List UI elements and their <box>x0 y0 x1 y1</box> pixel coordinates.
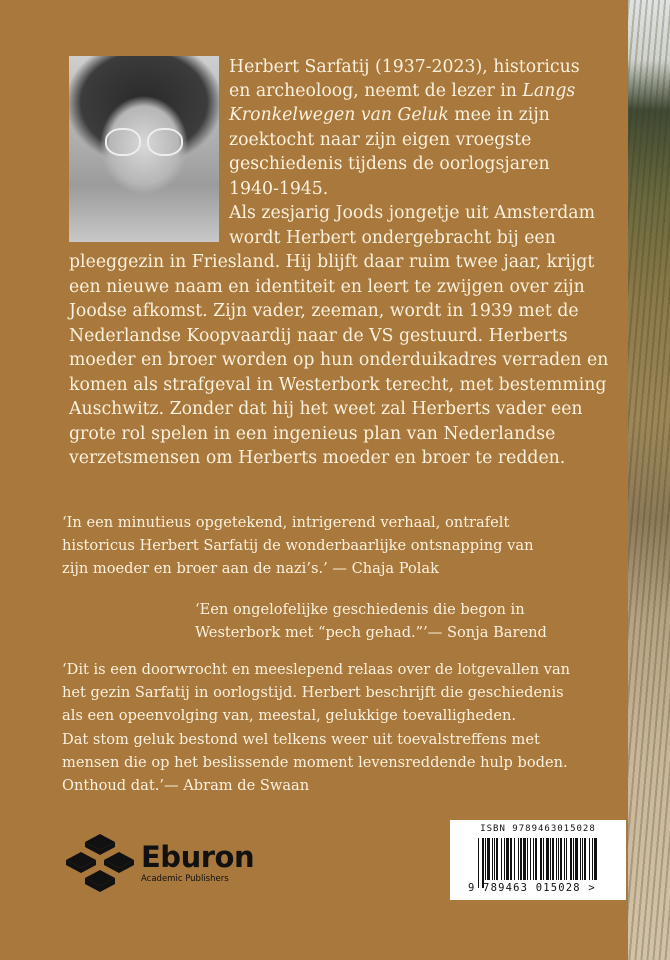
intro-text-span: mee in zijn <box>448 105 550 125</box>
intro-text-span: en archeoloog, neemt de lezer in <box>229 81 523 101</box>
barcode-bar <box>527 838 528 880</box>
quote-line: het gezin Sarfatij in oorlogstijd. Herbert beschrijft die geschiedenis <box>62 684 564 701</box>
barcode-bar <box>482 838 484 888</box>
barcode-bar <box>584 838 586 880</box>
barcode-bar <box>492 838 493 880</box>
intro-line: Nederlandse Koopvaardij naar de VS gestuurd. Herberts <box>69 326 568 346</box>
barcode-bar <box>506 838 509 880</box>
barcode-bar <box>564 838 565 880</box>
barcode-bar <box>589 838 590 880</box>
barcode-bar <box>566 838 567 880</box>
barcode-bar <box>478 838 479 888</box>
barcode-digits: 9 789463 015028 > <box>468 882 596 894</box>
barcode-bar <box>485 838 486 880</box>
barcode-bar <box>514 838 515 880</box>
barcode-bar <box>520 838 522 880</box>
quote-line: mensen die op het beslissende moment levensreddende hulp boden. <box>62 754 568 771</box>
intro-line: geschiedenis tijdens de oorlogsjaren <box>229 154 550 174</box>
barcode-bar <box>540 838 542 880</box>
quote-line: Dat stom geluk bestond wel telkens weer uit toevalstreffens met <box>62 731 540 748</box>
intro-line: grote rol spelen in een ingenieus plan van Nederlandse <box>69 424 556 444</box>
barcode-bar <box>535 838 537 880</box>
barcode-bar <box>575 838 578 880</box>
book-title-italic: Kronkelwegen van Geluk <box>229 105 449 125</box>
barcode-bar <box>594 838 597 880</box>
intro-line: wordt Herbert ondergebracht bij een <box>229 228 556 248</box>
barcode-bar <box>580 838 581 880</box>
quote-line: Onthoud dat.’— Abram de Swaan <box>62 777 310 794</box>
barcode-bar <box>552 838 554 880</box>
quote-line: ‘Dit is een doorwrocht en meeslepend relaas over de lotgevallen van <box>62 661 571 678</box>
barcode-bar <box>487 838 490 880</box>
barcode-bar <box>546 838 549 880</box>
barcode-bar <box>543 838 544 880</box>
barcode-bar <box>570 838 572 880</box>
barcode-bar <box>496 838 498 880</box>
intro-line: Als zesjarig Joods jongetje uit Amsterdam <box>229 203 595 223</box>
barcode-bar <box>550 838 551 880</box>
barcode-bar <box>494 838 495 880</box>
glasses-detail <box>105 128 187 152</box>
intro-line: Herbert Sarfatij (1937-2023), historicus <box>229 57 580 77</box>
quote-line: Westerbork met “pech gehad.”’— Sonja Barend <box>195 624 547 641</box>
quote-line: zijn moeder en broer aan de nazi’s.’ — Chaja Polak <box>62 560 439 577</box>
intro-line: een nieuwe naam en identiteit en leert te zwijgen over zijn <box>69 277 585 297</box>
barcode-bar <box>501 838 502 880</box>
intro-line: pleeggezin in Friesland. Hij blijft daar ruim twee jaar, krijgt <box>69 252 595 272</box>
intro-line: Joodse afkomst. Zijn vader, zeeman, wordt in 1939 met de <box>69 301 579 321</box>
barcode-bar <box>558 838 559 880</box>
quote-line: als een opeenvolging van, meestal, gelukkige toevalligheden. <box>62 707 517 724</box>
intro-line: verzetsmensen om Herberts moeder en broer te redden. <box>69 448 566 468</box>
isbn-barcode <box>450 820 626 900</box>
barcode-bar <box>556 838 557 880</box>
barcode-bar <box>592 838 593 880</box>
barcode-bars <box>478 838 600 888</box>
barcode-bar <box>518 838 519 880</box>
intro-line: moeder en broer worden op hun onderduikadres verraden en <box>69 350 609 370</box>
barcode-bar <box>530 838 531 880</box>
author-photo <box>69 56 219 242</box>
cover-photo-strip <box>628 0 670 960</box>
publisher-name: Eburon <box>141 840 255 874</box>
intro-line: 1940-1945. <box>229 179 329 199</box>
intro-line <box>229 103 550 127</box>
intro-line: Auschwitz. Zonder dat hij het weet zal Herberts vader een <box>69 399 583 419</box>
isbn-label: ISBN 9789463015028 <box>480 824 596 834</box>
quote-line: ‘Een ongelofelijke geschiedenis die begon in <box>195 601 525 618</box>
publisher-tagline: Academic Publishers <box>141 874 229 884</box>
eburon-books-logo-icon <box>66 834 134 894</box>
barcode-bar <box>533 838 534 880</box>
barcode-bar <box>510 838 512 880</box>
book-title-italic: Langs <box>522 81 576 101</box>
barcode-bar <box>582 838 583 880</box>
barcode-bar <box>560 838 562 880</box>
intro-line: zoektocht naar zijn eigen vroegste <box>229 130 532 150</box>
intro-line <box>229 79 575 103</box>
quote-line: historicus Herbert Sarfatij de wonderbaarlijke ontsnapping van <box>62 537 534 554</box>
barcode-bar <box>523 838 526 880</box>
quote-line: ‘In een minutieus opgetekend, intrigerend verhaal, ontrafelt <box>62 514 510 531</box>
barcode-bar <box>504 838 505 880</box>
barcode-bar <box>573 838 574 880</box>
intro-line: komen als strafgeval in Westerbork terecht, met bestemming <box>69 375 607 395</box>
